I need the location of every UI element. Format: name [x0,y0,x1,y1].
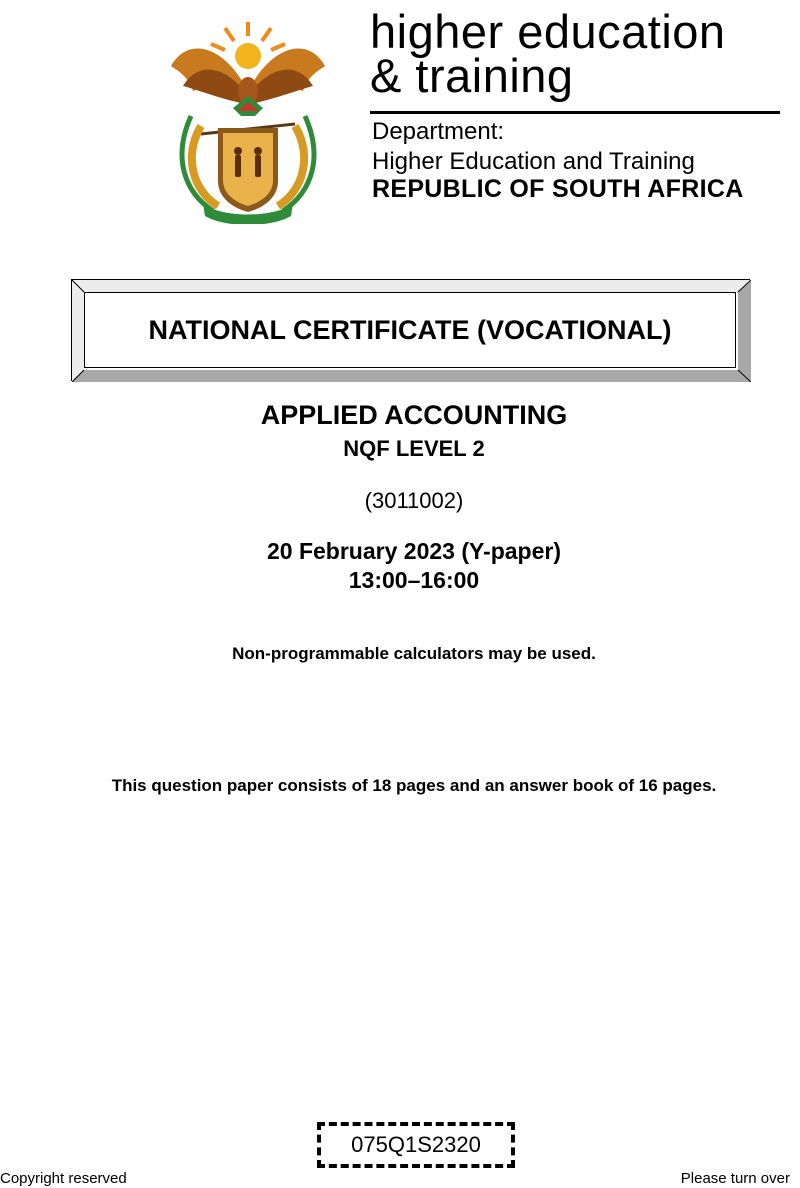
exam-date: 20 February 2023 (Y-paper) [266,538,562,564]
header-divider [370,111,780,114]
turn-over-footer: Please turn over [680,1170,790,1187]
nqf-level: NQF LEVEL 2 [343,436,485,461]
certificate-title-box [71,279,750,381]
brand-line-1: higher education [370,5,726,58]
subject-code: (3011002) [364,488,464,513]
department-name: Higher Education and Training [372,148,695,175]
certificate-title: NATIONAL CERTIFICATE (VOCATIONAL) [84,292,736,368]
coat-of-arms-logo [163,16,333,224]
department-brand-title [370,5,726,102]
subject-title: APPLIED ACCOUNTING [260,400,568,430]
copyright-footer: Copyright reserved [0,1170,127,1187]
calculator-note: Non-programmable calculators may be used. [232,644,596,663]
paper-code: 075Q1S2320 [351,1132,481,1157]
brand-line-2: & training [370,49,574,102]
country-name: REPUBLIC OF SOUTH AFRICA [372,175,744,203]
page-count-note: This question paper consists of 18 pages and an answer book of 16 pages. [111,776,717,795]
department-label: Department: [372,118,505,145]
exam-time: 13:00–16:00 [348,567,480,593]
paper-code-box [317,1122,515,1168]
